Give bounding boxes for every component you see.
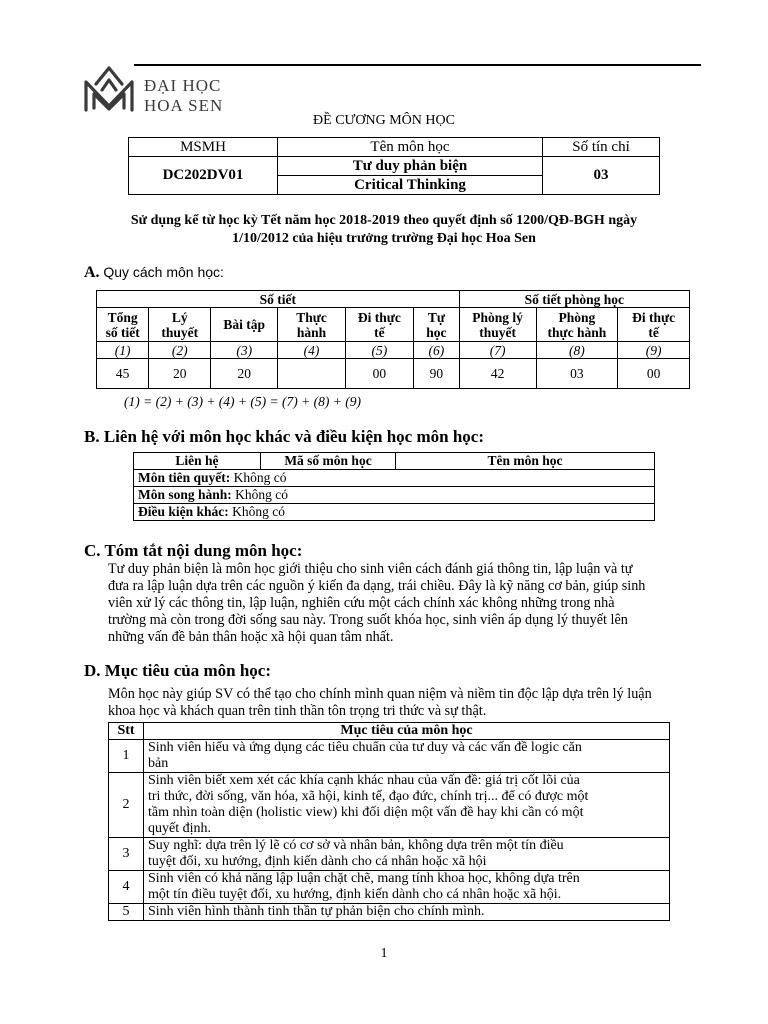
col-course-code: MSMH bbox=[129, 138, 278, 157]
col-related-name: Tên môn học bbox=[396, 453, 655, 470]
header-rule bbox=[134, 64, 701, 66]
course-name-vi: Tư duy phản biện bbox=[278, 157, 543, 176]
goal-text: Sinh viên có khả năng lập luận chặt chẽ, mang tính khoa học, không dựa trên một tín điều tuyệt đối, xu hướng, định kiến dành cho cá nhân hoặc xã hội. bbox=[144, 871, 670, 904]
hours-col-index: (8) bbox=[536, 342, 618, 359]
intro-line: Môn học này giúp SV có thể tạo cho chính mình quan niệm và niềm tin độc lập dựa trên lý luận bbox=[108, 686, 652, 702]
hours-col-header: Tự học bbox=[414, 308, 460, 342]
usage-notice bbox=[100, 212, 668, 248]
notice-line-2: 1/10/2012 của hiệu trưởng trường Đại học Hoa Sen bbox=[232, 231, 536, 246]
col-stt: Stt bbox=[109, 723, 144, 740]
goal-text: Sinh viên hình thành tinh thần tự phản biện cho chính mình. bbox=[144, 904, 670, 921]
col-relation: Liên hệ bbox=[134, 453, 261, 470]
document-title: ĐỀ CƯƠNG MÔN HỌC bbox=[313, 113, 455, 128]
section-a-letter: A. bbox=[84, 264, 100, 281]
course-relation-table bbox=[133, 452, 655, 521]
goal-number: 1 bbox=[109, 740, 144, 773]
hours-formula: (1) = (2) + (3) + (4) + (5) = (7) + (8) + (9) bbox=[124, 394, 361, 409]
hours-col-header: Phòng thực hành bbox=[536, 308, 618, 342]
hours-value: 42 bbox=[459, 359, 536, 389]
hours-col-index: (6) bbox=[414, 342, 460, 359]
relation-row: Môn tiên quyết: Không có bbox=[134, 470, 655, 487]
section-a-title: Quy cách môn học: bbox=[103, 264, 224, 280]
group-hours: Số tiết bbox=[97, 291, 460, 308]
goal-row bbox=[109, 838, 670, 871]
hours-col-header: Đi thực tế bbox=[345, 308, 413, 342]
logo-line-1: ĐẠI HỌC bbox=[144, 76, 222, 95]
logo-line-2: HOA SEN bbox=[144, 96, 224, 115]
course-goals-table bbox=[108, 722, 670, 921]
hours-col-header: Thực hành bbox=[278, 308, 345, 342]
group-room-hours: Số tiết phòng học bbox=[459, 291, 689, 308]
logo-wordmark bbox=[144, 76, 223, 116]
hours-col-index: (3) bbox=[211, 342, 278, 359]
hours-value: 03 bbox=[536, 359, 618, 389]
summary-line: trường mà còn trong đời sống sau này. Trong suốt khóa học, sinh viên áp dụng lý thuyết lên bbox=[108, 612, 628, 628]
hours-value: 45 bbox=[97, 359, 149, 389]
intro-line: khoa học và khách quan trên tinh thần tôn trọng tri thức và sự thật. bbox=[108, 703, 487, 719]
section-b-title: B. Liên hệ với môn học khác và điều kiện học môn học: bbox=[84, 427, 484, 446]
summary-line: những vấn đề bản thân hoặc xã hội quan tâm nhất. bbox=[108, 629, 394, 645]
section-d-title: D. Mục tiêu của môn học: bbox=[84, 661, 271, 680]
hours-col-header: Lý thuyết bbox=[149, 308, 211, 342]
goal-number: 5 bbox=[109, 904, 144, 921]
relation-row: Điều kiện khác: Không có bbox=[134, 504, 655, 521]
hours-col-header: Tổng số tiết bbox=[97, 308, 149, 342]
hours-col-index: (7) bbox=[459, 342, 536, 359]
goal-row bbox=[109, 871, 670, 904]
section-c-title: C. Tóm tắt nội dung môn học: bbox=[84, 541, 303, 560]
course-info-table bbox=[128, 137, 660, 195]
relation-row: Môn song hành: Không có bbox=[134, 487, 655, 504]
hours-value bbox=[278, 359, 345, 389]
goal-number: 2 bbox=[109, 773, 144, 838]
col-course-name: Tên môn học bbox=[278, 138, 543, 157]
course-code: DC202DV01 bbox=[129, 157, 278, 195]
goal-text: Sinh viên biết xem xét các khía cạnh khác nhau của vấn đề: giá trị cốt lõi của tri thức, đời sống, văn hóa, xã hội, kinh tế, đạo đức, chính trị... để có được một tầm nhìn toàn diện (holistic view) khi đối diện một vấn đề hay khi cần có một quyết định. bbox=[144, 773, 670, 838]
col-goal: Mục tiêu của môn học bbox=[144, 723, 670, 740]
goal-number: 4 bbox=[109, 871, 144, 904]
goal-text: Suy nghĩ: dựa trên lý lẽ có cơ sở và nhân bản, không dựa trên một tín điều tuyệt đối, xu hướng, định kiến dành cho cá nhân hoặc xã hội bbox=[144, 838, 670, 871]
page-number: 1 bbox=[380, 946, 388, 961]
hours-value: 00 bbox=[345, 359, 413, 389]
goal-row bbox=[109, 773, 670, 838]
hours-value: 00 bbox=[618, 359, 690, 389]
course-credits: 03 bbox=[543, 157, 660, 195]
hours-col-index: (5) bbox=[345, 342, 413, 359]
hours-col-index: (2) bbox=[149, 342, 211, 359]
hours-col-header: Bài tập bbox=[211, 308, 278, 342]
section-a-heading bbox=[84, 264, 224, 282]
university-logo bbox=[82, 64, 142, 114]
hours-value: 90 bbox=[414, 359, 460, 389]
course-name-en: Critical Thinking bbox=[278, 176, 543, 195]
goal-text: Sinh viên hiểu và ứng dụng các tiêu chuẩn của tư duy và các vấn đề logic căn bản bbox=[144, 740, 670, 773]
summary-line: Tư duy phản biện là môn học giới thiệu cho sinh viên cách đánh giá thông tin, lập luận và tự bbox=[108, 561, 633, 577]
hours-col-index: (4) bbox=[278, 342, 345, 359]
course-hours-table bbox=[96, 290, 690, 389]
lotus-logo-icon bbox=[82, 64, 136, 114]
summary-line: viên xử lý các thông tin, lập luận, nghiên cứu một cách chính xác không những trong nhà bbox=[108, 595, 615, 611]
hours-col-index: (1) bbox=[97, 342, 149, 359]
hours-col-header: Đi thực tế bbox=[618, 308, 690, 342]
col-related-code: Mã số môn học bbox=[261, 453, 396, 470]
summary-line: đưa ra lập luận dựa trên các nguồn ý kiến đa dạng, trái chiều. Đây là kỹ năng cơ bản, giúp sinh bbox=[108, 578, 646, 594]
hours-col-index: (9) bbox=[618, 342, 690, 359]
hours-col-header: Phòng lý thuyết bbox=[459, 308, 536, 342]
notice-line-1: Sử dụng kể từ học kỳ Tết năm học 2018-2019 theo quyết định số 1200/QĐ-BGH ngày bbox=[130, 213, 638, 228]
hours-value: 20 bbox=[211, 359, 278, 389]
hours-value: 20 bbox=[149, 359, 211, 389]
goal-row bbox=[109, 904, 670, 921]
goals-intro bbox=[108, 686, 668, 720]
col-credits: Số tín chỉ bbox=[543, 138, 660, 157]
course-summary bbox=[108, 561, 678, 646]
goal-row bbox=[109, 740, 670, 773]
goal-number: 3 bbox=[109, 838, 144, 871]
